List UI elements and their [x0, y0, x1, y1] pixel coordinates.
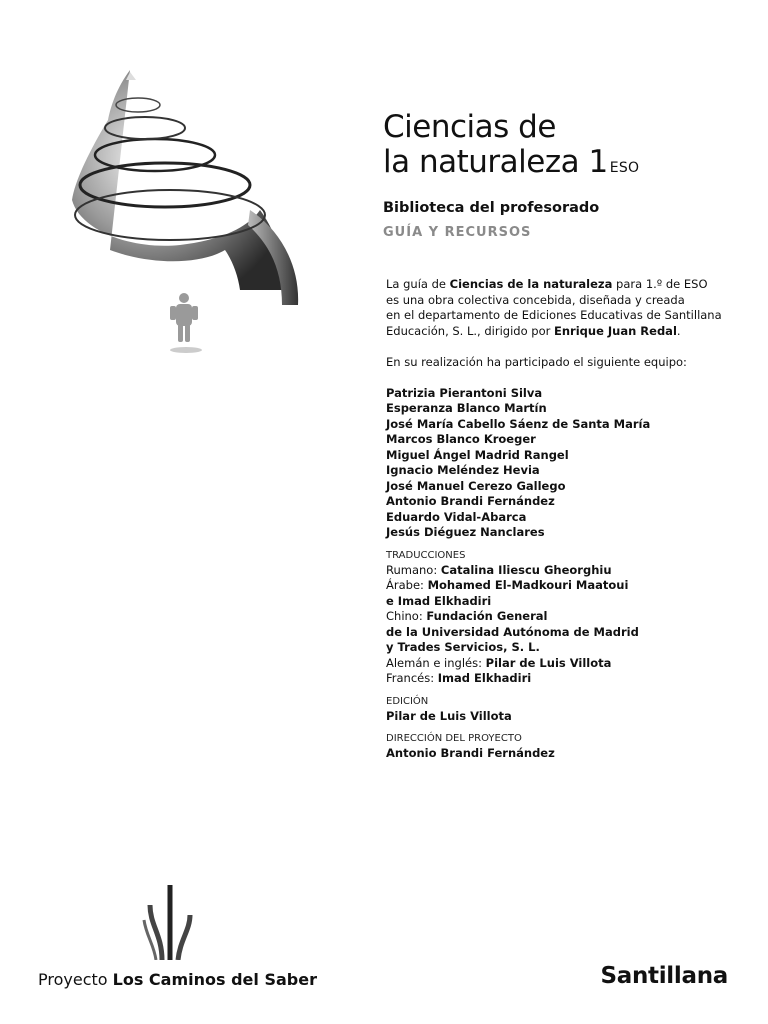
subtitle: Biblioteca del profesorado: [383, 200, 600, 216]
project-director-name: Antonio Brandi Fernández: [386, 746, 555, 760]
translation-row: [386, 625, 736, 641]
project-title: Los Caminos del Saber: [112, 970, 317, 989]
team-member: Antonio Brandi Fernández: [386, 494, 555, 508]
guide-label: GUÍA Y RECURSOS: [383, 225, 532, 240]
paths-logo-icon: [140, 880, 200, 960]
translations-label: TRADUCCIONES: [386, 549, 466, 561]
direction-name: [386, 746, 736, 762]
team-member: Ignacio Meléndez Hevia: [386, 463, 540, 477]
translator-name: Pilar de Luis Villota: [485, 655, 612, 670]
publisher-logo: Santillana: [600, 963, 728, 989]
translation-row: [386, 594, 736, 610]
team-member: Esperanza Blanco Martín: [386, 401, 547, 415]
language-label: Chino:: [386, 609, 427, 623]
intro-text: es una obra colectiva concebida, diseñada y creada: [386, 292, 685, 307]
translator-name: Mohamed El-Madkouri Maatoui: [427, 578, 629, 592]
edition-label: EDICIÓN: [386, 695, 429, 707]
book-title: [383, 110, 639, 186]
team-member: José Manuel Cerezo Gallego: [386, 478, 566, 493]
edition-name: [386, 709, 736, 725]
team-intro: En su realización ha participado el siguiente equipo:: [386, 355, 687, 369]
translator-name: de la Universidad Autónoma de Madrid: [386, 624, 639, 639]
title-line-1: Ciencias de: [383, 109, 556, 145]
team-member: Miguel Ángel Madrid Rangel: [386, 447, 569, 462]
translation-row: [386, 656, 736, 672]
title-level: ESO: [609, 160, 640, 176]
translator-name: Catalina Iliescu Gheorghiu: [440, 562, 612, 577]
intro-text: en el departamento de Ediciones Educativas de Santillana: [386, 308, 722, 322]
translation-row: [386, 609, 736, 625]
intro-text: para 1.º de ESO: [612, 277, 708, 291]
title-line-2: la naturaleza 1: [383, 144, 608, 180]
language-label: Francés:: [386, 671, 438, 685]
team-member: Patrizia Pierantoni Silva: [386, 385, 543, 400]
translator-name: y Trades Servicios, S. L.: [386, 640, 540, 654]
intro-bold-title: Ciencias de la naturaleza: [449, 277, 613, 291]
translation-row: [386, 640, 736, 656]
intro-paragraph: [386, 277, 736, 339]
direction-label: DIRECCIÓN DEL PROYECTO: [386, 733, 522, 744]
intro-text: .: [676, 323, 681, 338]
team-member: Marcos Blanco Kroeger: [386, 432, 536, 446]
credits-block: [386, 277, 736, 762]
language-label: Árabe:: [386, 578, 428, 592]
translation-row: [386, 563, 736, 579]
translator-name: Imad Elkhadiri: [437, 671, 532, 685]
intro-text: Educación, S. L., dirigido por: [386, 323, 554, 338]
translation-row: [386, 578, 736, 594]
team-member: Eduardo Vidal-Abarca: [386, 509, 527, 524]
translator-name: Fundación General: [426, 609, 548, 623]
team-member: José María Cabello Sáenz de Santa María: [386, 416, 651, 431]
translator-name: e Imad Elkhadiri: [386, 593, 492, 608]
editor-name: Pilar de Luis Villota: [386, 708, 512, 723]
language-label: Alemán e inglés:: [386, 655, 486, 670]
director-name: Enrique Juan Redal: [554, 323, 677, 338]
team-member: Jesús Diéguez Nanclares: [386, 525, 545, 539]
shell-illustration-icon: [60, 60, 350, 370]
project-prefix: Proyecto: [38, 970, 113, 989]
intro-text: La guía de: [386, 277, 450, 291]
translation-row: [386, 671, 736, 687]
project-name: [38, 970, 317, 989]
language-label: Rumano:: [386, 562, 441, 577]
team-list: [386, 386, 736, 541]
